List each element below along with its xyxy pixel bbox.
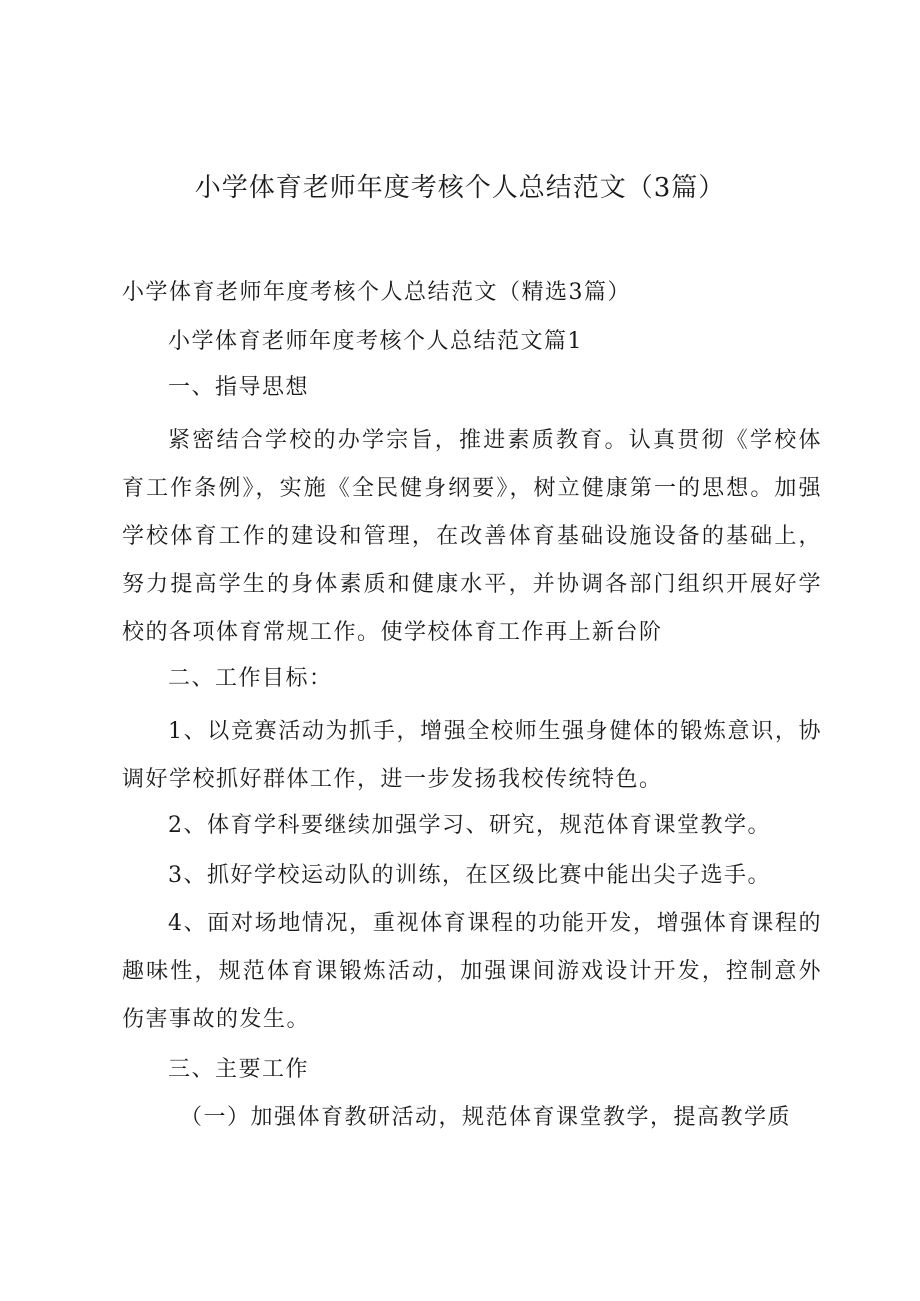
- document-subtitle: 小学体育老师年度考核个人总结范文（精选3篇）: [122, 280, 631, 305]
- document-title: 小学体育老师年度考核个人总结范文（3篇）: [194, 173, 726, 203]
- paragraph-guiding-ideology: 紧密结合学校的办学宗旨，推进素质教育。认真贯彻《学校体育工作条例》，实施《全民健身纲要》，树立健康第一的思想。加强学校体育工作的建设和管理，在改善体育基础设施设备的基础上，努力提高学生的身体素质和健康水平，并协调各部门组织开展好学校的各项体育常规工作。使学校体育工作再上新台阶: [122, 428, 822, 645]
- section-heading-main-work: 三、主要工作: [168, 1057, 310, 1082]
- goal-item-4: 4、面对场地情况，重视体育课程的功能开发，增强体育课程的趣味性，规范体育课锻炼活动，加强课间游戏设计开发，控制意外伤害事故的发生。: [122, 911, 822, 1032]
- section-heading-work-goals: 二、工作目标：: [168, 666, 333, 691]
- goal-item-1: 1、以竞赛活动为抓手，增强全校师生强身健体的锻炼意识，协调好学校抓好群体工作，进一步发扬我校传统特色。: [122, 719, 822, 792]
- article-heading: 小学体育老师年度考核个人总结范文篇1: [168, 329, 583, 354]
- section-heading-guiding-ideology: 一、指导思想: [168, 375, 310, 400]
- goal-item-2: 2、体育学科要继续加强学习、研究，规范体育课堂教学。: [168, 813, 771, 838]
- goal-item-3: 3、抓好学校运动队的训练，在区级比赛中能出尖子选手。: [168, 863, 771, 888]
- sub-heading-1: （一）加强体育教研活动，规范体育课堂教学，提高教学质: [180, 1105, 792, 1130]
